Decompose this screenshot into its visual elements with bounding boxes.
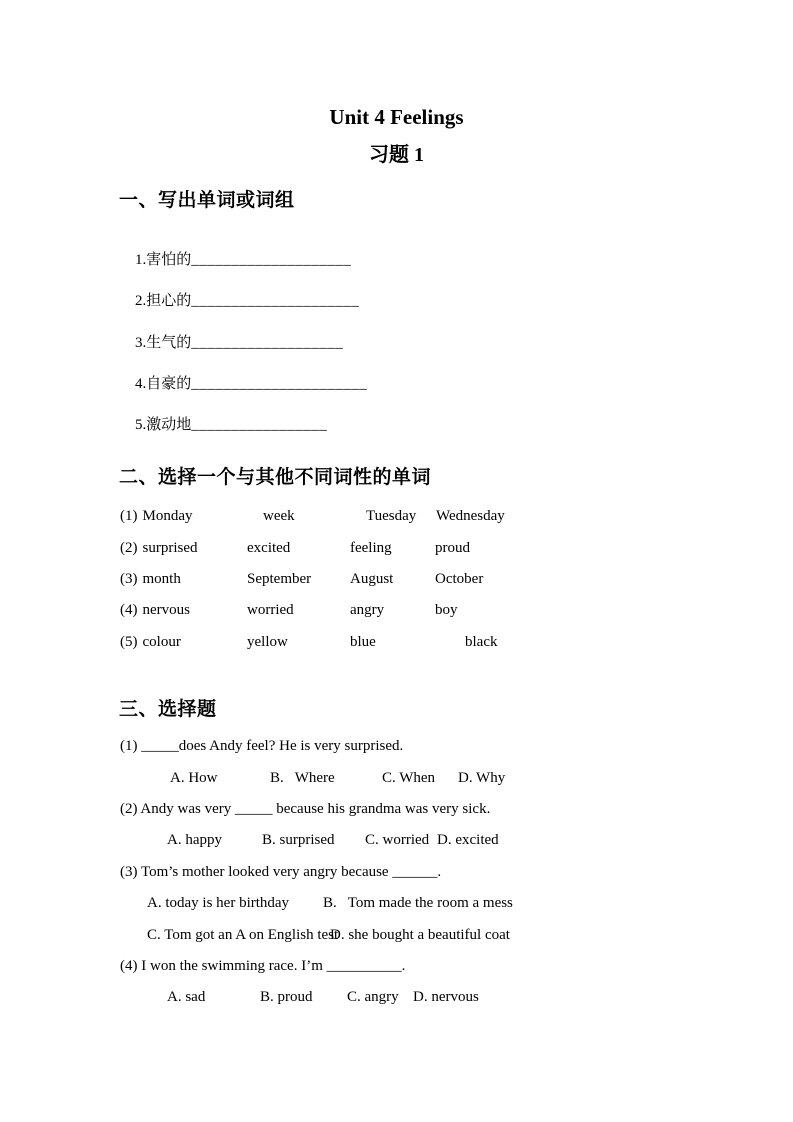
option-d: D. Why [458, 769, 506, 786]
item-label: 1.害怕的 [135, 252, 192, 268]
word: week [263, 508, 295, 525]
word: boy [435, 602, 458, 619]
question-stem-1: (1) _____does Andy feel? He is very surprised. [120, 738, 404, 755]
word: September [247, 570, 312, 587]
option-a: A. sad [167, 989, 206, 1006]
word: colour [142, 633, 181, 650]
question-options-3-cd [120, 919, 513, 950]
doc-title: Unit 4 Feelings [329, 105, 464, 129]
multiple-choice-body [120, 731, 513, 1014]
word-row-3 [120, 564, 505, 595]
word: Tuesday [366, 508, 417, 525]
word: worried [247, 602, 294, 619]
option-a: A. today is her birthday [147, 895, 290, 912]
answer-blank: _____________________ [191, 293, 360, 309]
option-d: D. nervous [413, 989, 479, 1006]
row-words [120, 602, 247, 619]
section1-heading: 一、写出单词或词组 [119, 189, 295, 211]
word: Monday [142, 508, 193, 525]
row-number: (2) [120, 539, 138, 556]
section2-heading: 二、选择一个与其他不同词性的单词 [119, 466, 432, 488]
word: October [435, 570, 484, 587]
word: month [142, 570, 181, 587]
fill-blank-item-5 [120, 397, 327, 454]
option-c: C. worried [365, 832, 430, 849]
option-b: B. Where [270, 769, 335, 786]
option-b: B. proud [260, 989, 313, 1006]
item-label: 4.自豪的 [135, 376, 192, 392]
section3-heading: 三、选择题 [119, 698, 217, 720]
word: Wednesday [436, 508, 505, 525]
word: nervous [142, 602, 190, 619]
word-row-1 [120, 501, 505, 532]
option-b: B. surprised [262, 832, 335, 849]
item-label: 5.激动地 [135, 417, 192, 433]
option-d: D. she bought a beautiful coat [330, 926, 510, 943]
word: blue [350, 633, 376, 650]
answer-blank: _________________ [191, 417, 328, 433]
word-choice-table [120, 501, 505, 658]
row-number: (3) [120, 570, 138, 587]
word-row-2 [120, 532, 505, 563]
doc-subtitle: 习题 1 [369, 144, 424, 166]
word: yellow [247, 633, 288, 650]
question-options-3-ab [120, 888, 513, 919]
answer-blank: ______________________ [191, 376, 368, 392]
question-options-1 [120, 762, 513, 793]
option-a: A. How [170, 769, 218, 786]
word: surprised [142, 539, 198, 556]
word-row-5 [120, 627, 505, 658]
row-number: (1) [120, 508, 138, 525]
word: excited [247, 539, 291, 556]
word: proud [435, 539, 470, 556]
option-c: C. When [382, 769, 436, 786]
word: August [350, 570, 394, 587]
row-number: (4) [120, 602, 138, 619]
question-stem-3: (3) Tom’s mother looked very angry because ______. [120, 863, 442, 880]
item-label: 2.担心的 [135, 293, 192, 309]
row-number: (5) [120, 633, 138, 650]
question-options-2 [120, 825, 513, 856]
option-c: C. Tom got an A on English test [147, 926, 339, 943]
answer-blank: ___________________ [191, 335, 344, 351]
question-stem-4: (4) I won the swimming race. I’m __________. [120, 957, 406, 974]
word: angry [350, 602, 385, 619]
option-b: B. Tom made the room a mess [323, 895, 513, 912]
option-d: D. excited [437, 832, 499, 849]
row-words [120, 508, 247, 525]
answer-blank: ____________________ [191, 252, 352, 268]
row-words [120, 634, 247, 651]
word: feeling [350, 539, 392, 556]
word: black [465, 633, 498, 650]
option-c: C. angry [347, 989, 399, 1006]
question-options-4 [120, 982, 513, 1013]
row-words [120, 540, 247, 557]
option-a: A. happy [167, 832, 222, 849]
question-stem-2: (2) Andy was very _____ because his grandma was very sick. [120, 800, 491, 817]
word-row-4 [120, 595, 505, 626]
item-label: 3.生气的 [135, 335, 192, 351]
row-words [120, 571, 247, 588]
